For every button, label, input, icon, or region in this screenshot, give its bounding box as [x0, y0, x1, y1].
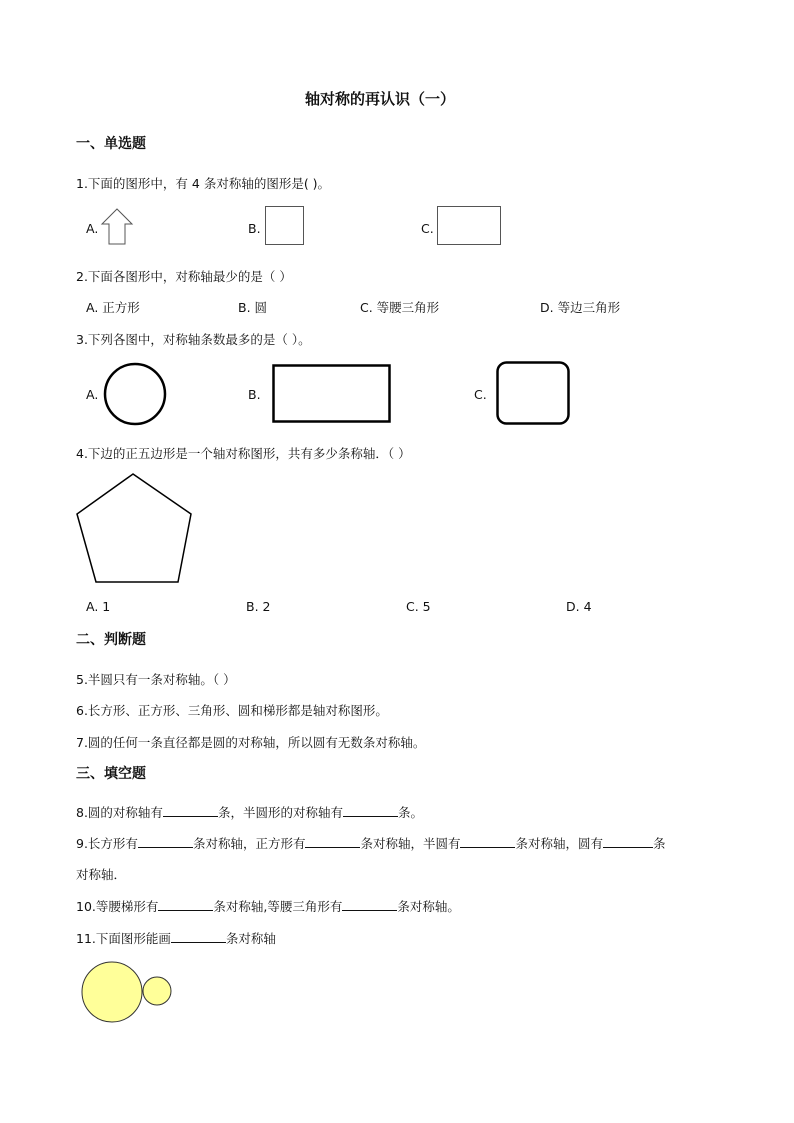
q9-blank-2[interactable] — [305, 835, 360, 848]
q8-text-3: 条。 — [397, 805, 423, 820]
q2-option-b[interactable]: B. 圆 — [238, 300, 268, 315]
q4-pentagon-shape — [74, 472, 194, 586]
page-title: 轴对称的再认识（一） — [305, 90, 456, 108]
q4-option-d[interactable]: D. 4 — [566, 599, 592, 614]
q2-option-c[interactable]: C. 等腰三角形 — [360, 300, 440, 315]
question-5-text: 5.半圆只有一条对称轴。（ ） — [76, 672, 236, 687]
q3-option-a-label[interactable]: A. — [86, 387, 99, 402]
question-10 — [76, 897, 460, 915]
question-8 — [76, 803, 423, 821]
q1-square-shape — [265, 206, 305, 246]
q10-blank-2[interactable] — [342, 898, 397, 911]
question-9 — [76, 834, 666, 852]
q9-blank-4[interactable] — [603, 835, 653, 848]
q9-text-2: 条对称轴，正方形有 — [192, 836, 306, 851]
q9-blank-1[interactable] — [138, 835, 193, 848]
q2-option-d[interactable]: D. 等边三角形 — [540, 300, 621, 315]
q3-option-b-label[interactable]: B. — [248, 387, 261, 402]
q11-text-2: 条对称轴 — [225, 931, 276, 946]
q10-text-3: 条对称轴。 — [397, 899, 460, 914]
q11-small-circle — [143, 977, 171, 1005]
q3-option-c-label[interactable]: C. — [474, 387, 487, 402]
question-4-text: 4.下边的正五边形是一个轴对称图形，共有多少条称轴．（ ） — [76, 446, 411, 461]
q1-arrow-shape — [100, 208, 134, 246]
q9-continuation: 对称轴． — [76, 867, 127, 882]
q4-option-a[interactable]: A. 1 — [86, 599, 111, 614]
q3-rounded-square-shape — [496, 361, 572, 427]
section-heading-single-choice: 一、单选题 — [76, 136, 146, 152]
question-3-text: 3.下列各图中，对称轴条数最多的是（ ）。 — [76, 332, 311, 347]
q9-blank-3[interactable] — [460, 835, 515, 848]
q1-rectangle-shape — [437, 206, 503, 246]
question-6-text: 6.长方形、正方形、三角形、圆和梯形都是轴对称图形。 — [76, 703, 388, 718]
q11-two-circles-figure — [80, 960, 176, 1026]
q9-text-5: 条 — [652, 836, 666, 851]
q9-text-4: 条对称轴，圆有 — [515, 836, 603, 851]
section-heading-true-false: 二、判断题 — [76, 632, 146, 648]
question-2-text: 2.下面各图形中，对称轴最少的是（ ） — [76, 269, 292, 284]
q4-option-b[interactable]: B. 2 — [246, 599, 271, 614]
q9-text-1: 9.长方形有 — [76, 836, 138, 851]
q1-option-b-label[interactable]: B. — [248, 221, 261, 236]
q3-rectangle-shape — [272, 364, 392, 424]
q8-blank-2[interactable] — [343, 804, 398, 817]
q4-option-c[interactable]: C. 5 — [406, 599, 431, 614]
q10-blank-1[interactable] — [158, 898, 213, 911]
q1-option-a-label[interactable]: A. — [86, 221, 99, 236]
q11-text-1: 11.下面图形能画 — [76, 931, 171, 946]
q1-option-c-label[interactable]: C. — [421, 221, 434, 236]
question-7-text: 7.圆的任何一条直径都是圆的对称轴，所以圆有无数条对称轴。 — [76, 735, 426, 750]
q8-text-1: 8.圆的对称轴有 — [76, 805, 163, 820]
q11-blank-1[interactable] — [171, 930, 226, 943]
q8-text-2: 条，半圆形的对称轴有 — [217, 805, 343, 820]
section-heading-fill-blank: 三、填空题 — [76, 766, 146, 782]
question-11 — [76, 929, 276, 947]
q8-blank-1[interactable] — [163, 804, 218, 817]
question-1-text: 1.下面的图形中，有 4 条对称轴的图形是( )。 — [76, 176, 331, 191]
q10-text-1: 10.等腰梯形有 — [76, 899, 159, 914]
q2-option-a[interactable]: A. 正方形 — [86, 300, 140, 315]
q3-circle-shape — [103, 362, 167, 426]
q10-text-2: 条对称轴,等腰三角形有 — [213, 899, 343, 914]
q9-text-3: 条对称轴，半圆有 — [360, 836, 461, 851]
q11-large-circle — [82, 962, 142, 1022]
